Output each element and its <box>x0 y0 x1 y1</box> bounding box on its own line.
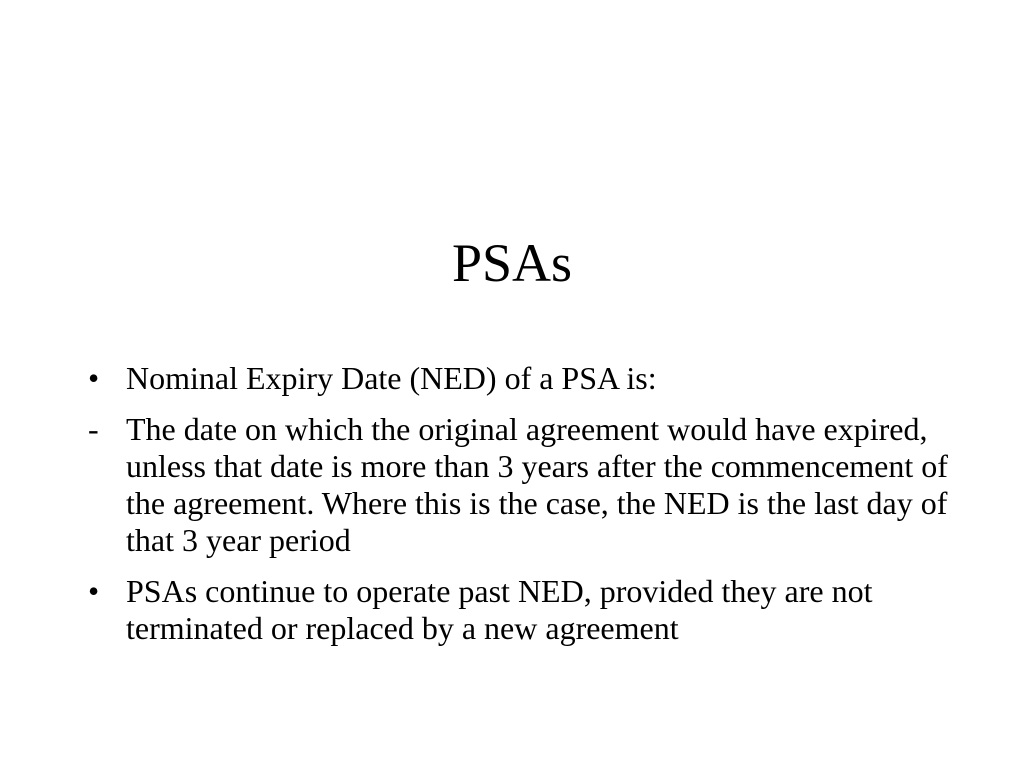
list-item <box>84 573 954 647</box>
bullet-marker: • <box>88 573 100 609</box>
bullet-list <box>84 360 954 661</box>
slide-title: PSAs <box>451 233 573 293</box>
list-item-text: Nominal Expiry Date (NED) of a PSA is: <box>126 360 657 396</box>
list-item <box>84 411 954 559</box>
bullet-marker: • <box>88 360 100 396</box>
list-item <box>84 360 954 397</box>
dash-marker: - <box>88 411 99 447</box>
list-item-text: PSAs continue to operate past NED, provided they are not terminated or replaced by a new agreement <box>126 573 873 646</box>
list-item-text: The date on which the original agreement would have expired, unless that date is more than 3 years after the commencement of the agreement. Where this is the case, the NED is the last day of that 3 year period <box>126 411 948 558</box>
